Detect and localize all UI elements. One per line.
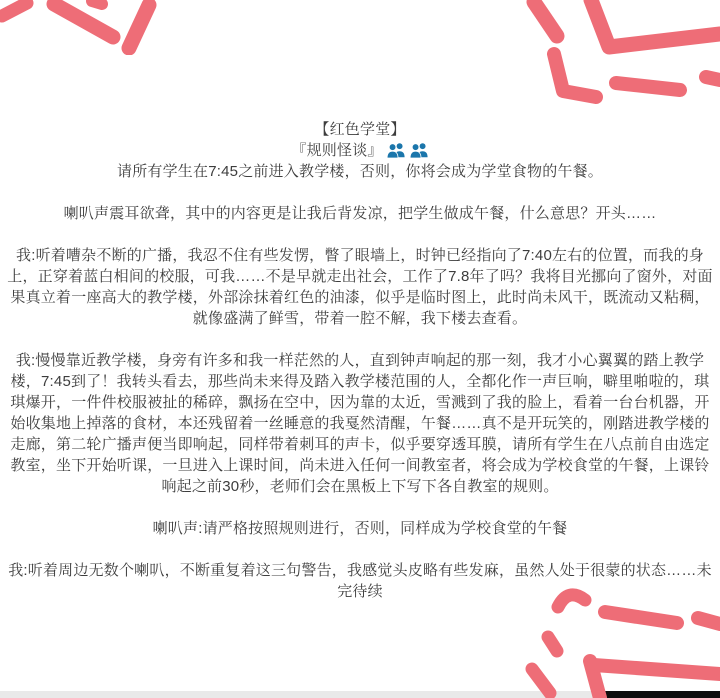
paragraph-narrator-reaction: 喇叭声震耳欲聋，其中的内容更是让我后背发凉，把学生做成午餐，什么意思？开头……: [63, 205, 657, 222]
bottom-strip: [0, 691, 720, 698]
paragraph-rule-announcement: 请所有学生在7:45之前进入教学楼，否则，你将会成为学堂食物的午餐。: [117, 163, 603, 180]
two-person-group-icon: [386, 142, 406, 158]
people-icons: [383, 142, 429, 159]
paragraph-loudspeaker-warning: 喇叭声:请严格按照规则进行，否则，同样成为学校食堂的午餐: [152, 520, 568, 537]
paragraph-school-building-scene: 我:慢慢靠近教学楼，身旁有许多和我一样茫然的人，直到钟声响起的那一刻，我才小心翼翼的踏上教学楼，7:45到了！我转头看去，那些尚未来得及踏入教学楼范围的人，全都化作一声巨响，噼里啪啦的，琪琪爆开，一件件校服被扯的稀碎，飘扬在空中，因为靠的太近，雪溅到了我的脸上，看着一台台机器，开始收集地上掉落的食材，本还残留着一丝睡意的我戛然清醒，午餐……真不是开玩笑的，刚踏进教学楼的走廊，第二轮广播声便当即响起，同样带着刺耳的声卡，似乎要穿透耳膜，请所有学生在八点前自由选定教室，坐下开始听课，一旦进入上课时间，尚未进入任何一间教室者，将会成为学校食堂的午餐，上课铃响起之前30秒，老师们会在黑板上下写下各自教室的规则。: [10, 352, 710, 495]
paragraph-ending-to-be-continued: 我:听着周边无数个喇叭，不断重复着这三句警告，我感觉头皮略有些发麻，虽然人处于很蒙的状态……未完待续: [8, 562, 712, 600]
story-content: [0, 119, 720, 602]
paragraph-broadcast-scene: 我:听着嘈杂不断的广播，我忍不住有些发愣，瞥了眼墙上，时钟已经指向了7:40左右的位置，而我的身上，正穿着蓝白相间的校服，可我……不是早就走出社会，工作了7.8年了吗？我将目光挪向了窗外，对面果真立着一座高大的教学楼，外部涂抹着红色的油漆，似乎是临时图上，此时尚未风干，既流动又粘稠，就像盛满了鲜雪，带着一腔不解，我下楼去查看。: [7, 247, 713, 327]
scribble-decoration-top-right: [520, 0, 720, 115]
bottom-black-bar: [598, 691, 720, 698]
two-person-group-icon: [409, 142, 429, 158]
story-title: 【红色学堂】: [314, 121, 406, 138]
scribble-decoration-top-left: [0, 0, 170, 55]
story-subtitle: 『规则怪谈』: [291, 142, 383, 159]
story-subtitle-row: [7, 140, 713, 161]
